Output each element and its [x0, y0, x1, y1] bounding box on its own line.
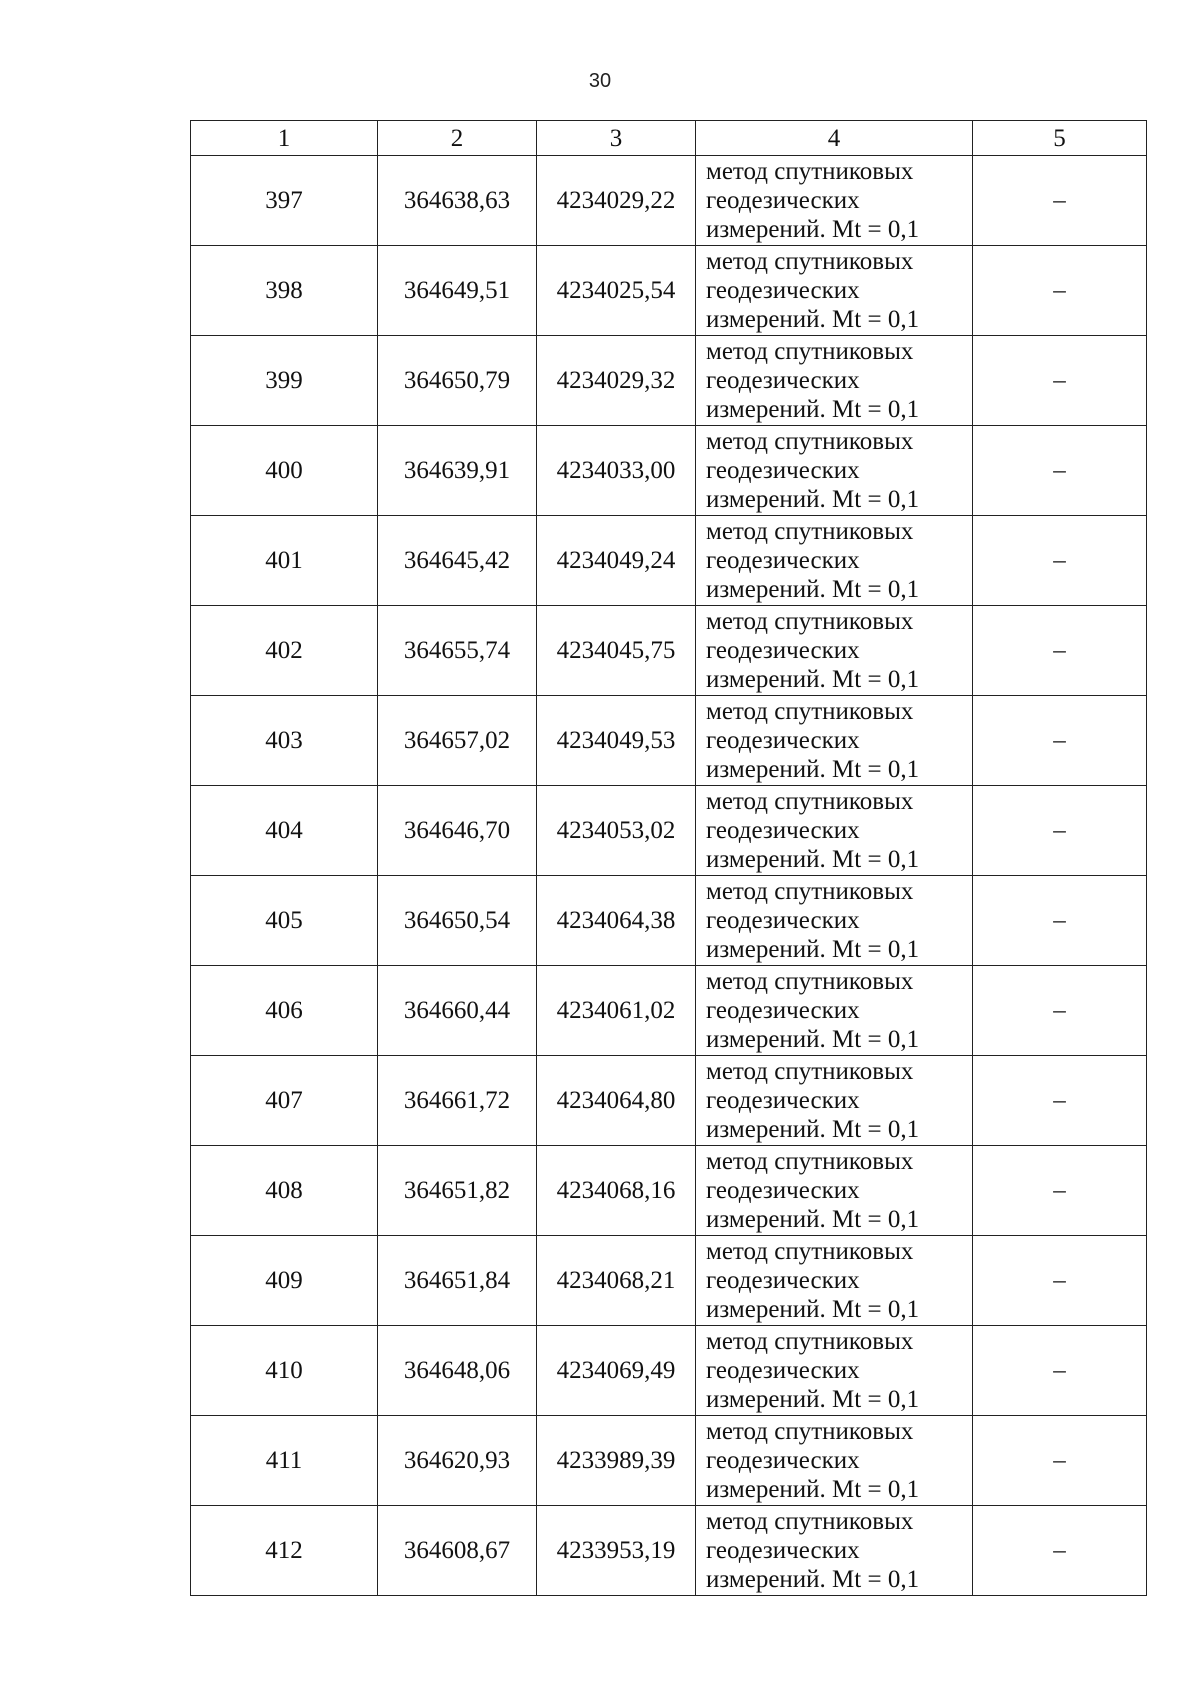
note-cell: – [973, 1326, 1147, 1416]
y-coordinate-cell: 4234025,54 [537, 246, 696, 336]
x-coordinate-cell: 364645,42 [378, 516, 537, 606]
method-text-line: измерений. Mt = 0,1 [706, 1296, 920, 1323]
x-coordinate-cell: 364620,93 [378, 1416, 537, 1506]
method-text-line: геодезических [706, 1537, 860, 1564]
y-coordinate-cell: 4234053,02 [537, 786, 696, 876]
method-text-line: метод спутниковых [706, 1328, 914, 1355]
y-coordinate-cell: 4234049,53 [537, 696, 696, 786]
note-cell: – [973, 1056, 1147, 1146]
point-number-cell: 410 [191, 1326, 378, 1416]
header-col-3: 3 [537, 121, 696, 156]
y-coordinate-cell: 4233953,19 [537, 1506, 696, 1596]
method-text-line: измерений. Mt = 0,1 [706, 666, 920, 693]
y-coordinate-cell: 4234029,22 [537, 156, 696, 246]
method-text-line: метод спутниковых [706, 1058, 914, 1085]
note-cell: – [973, 426, 1147, 516]
y-coordinate-cell: 4234069,49 [537, 1326, 696, 1416]
table-header [191, 121, 1147, 156]
x-coordinate-cell: 364660,44 [378, 966, 537, 1056]
point-number-cell: 404 [191, 786, 378, 876]
method-cell [696, 1236, 973, 1326]
method-text-line: геодезических [706, 1087, 860, 1114]
point-number-cell: 402 [191, 606, 378, 696]
method-cell [696, 1416, 973, 1506]
header-col-2: 2 [378, 121, 537, 156]
point-number-cell: 397 [191, 156, 378, 246]
method-cell [696, 1056, 973, 1146]
method-text-line: метод спутниковых [706, 968, 914, 995]
x-coordinate-cell: 364649,51 [378, 246, 537, 336]
x-coordinate-cell: 364648,06 [378, 1326, 537, 1416]
method-text-line: геодезических [706, 187, 860, 214]
method-text-line: метод спутниковых [706, 248, 914, 275]
method-text-line: метод спутниковых [706, 428, 914, 455]
point-number-cell: 412 [191, 1506, 378, 1596]
method-text-line: геодезических [706, 547, 860, 574]
table-row [191, 156, 1147, 246]
method-text-line: метод спутниковых [706, 788, 914, 815]
method-text-line: геодезических [706, 997, 860, 1024]
point-number-cell: 406 [191, 966, 378, 1056]
method-text-line: измерений. Mt = 0,1 [706, 486, 920, 513]
method-cell [696, 156, 973, 246]
note-cell: – [973, 966, 1147, 1056]
method-text-line: измерений. Mt = 0,1 [706, 1116, 920, 1143]
table-row [191, 1416, 1147, 1506]
point-number-cell: 399 [191, 336, 378, 426]
method-text-line: измерений. Mt = 0,1 [706, 306, 920, 333]
method-text-line: геодезических [706, 1177, 860, 1204]
point-number-cell: 405 [191, 876, 378, 966]
method-text-line: измерений. Mt = 0,1 [706, 756, 920, 783]
table-row [191, 1506, 1147, 1596]
note-cell: – [973, 246, 1147, 336]
method-text-line: геодезических [706, 1267, 860, 1294]
y-coordinate-cell: 4234033,00 [537, 426, 696, 516]
x-coordinate-cell: 364638,63 [378, 156, 537, 246]
note-cell: – [973, 696, 1147, 786]
method-cell [696, 606, 973, 696]
x-coordinate-cell: 364661,72 [378, 1056, 537, 1146]
y-coordinate-cell: 4234064,38 [537, 876, 696, 966]
method-cell [696, 876, 973, 966]
point-number-cell: 411 [191, 1416, 378, 1506]
table-row [191, 606, 1147, 696]
x-coordinate-cell: 364608,67 [378, 1506, 537, 1596]
point-number-cell: 400 [191, 426, 378, 516]
method-cell [696, 966, 973, 1056]
note-cell: – [973, 1506, 1147, 1596]
method-text-line: геодезических [706, 637, 860, 664]
y-coordinate-cell: 4234061,02 [537, 966, 696, 1056]
header-row [191, 121, 1147, 156]
method-text-line: измерений. Mt = 0,1 [706, 216, 920, 243]
header-col-1: 1 [191, 121, 378, 156]
x-coordinate-cell: 364650,54 [378, 876, 537, 966]
y-coordinate-cell: 4234029,32 [537, 336, 696, 426]
note-cell: – [973, 1236, 1147, 1326]
x-coordinate-cell: 364650,79 [378, 336, 537, 426]
method-text-line: геодезических [706, 907, 860, 934]
method-text-line: метод спутниковых [706, 1148, 914, 1175]
header-col-5: 5 [973, 121, 1147, 156]
method-text-line: метод спутниковых [706, 158, 914, 185]
method-cell [696, 1146, 973, 1236]
table-row [191, 1056, 1147, 1146]
method-text-line: геодезических [706, 367, 860, 394]
method-text-line: метод спутниковых [706, 1508, 914, 1535]
y-coordinate-cell: 4234045,75 [537, 606, 696, 696]
coordinates-table [190, 120, 1147, 1596]
table-row [191, 246, 1147, 336]
method-text-line: метод спутниковых [706, 338, 914, 365]
method-text-line: измерений. Mt = 0,1 [706, 1476, 920, 1503]
method-text-line: метод спутниковых [706, 518, 914, 545]
method-text-line: метод спутниковых [706, 1238, 914, 1265]
note-cell: – [973, 786, 1147, 876]
note-cell: – [973, 606, 1147, 696]
table-row [191, 1236, 1147, 1326]
method-text-line: метод спутниковых [706, 608, 914, 635]
point-number-cell: 407 [191, 1056, 378, 1146]
method-text-line: геодезических [706, 277, 860, 304]
method-text-line: метод спутниковых [706, 1418, 914, 1445]
note-cell: – [973, 156, 1147, 246]
method-text-line: геодезических [706, 1447, 860, 1474]
point-number-cell: 409 [191, 1236, 378, 1326]
page-number: 30 [588, 70, 612, 92]
x-coordinate-cell: 364646,70 [378, 786, 537, 876]
method-text-line: метод спутниковых [706, 878, 914, 905]
method-text-line: измерений. Mt = 0,1 [706, 576, 920, 603]
method-cell [696, 696, 973, 786]
y-coordinate-cell: 4234049,24 [537, 516, 696, 606]
point-number-cell: 408 [191, 1146, 378, 1236]
method-text-line: измерений. Mt = 0,1 [706, 846, 920, 873]
method-text-line: измерений. Mt = 0,1 [706, 936, 920, 963]
x-coordinate-cell: 364651,82 [378, 1146, 537, 1236]
method-text-line: геодезических [706, 1357, 860, 1384]
note-cell: – [973, 876, 1147, 966]
table-row [191, 696, 1147, 786]
method-cell [696, 246, 973, 336]
point-number-cell: 403 [191, 696, 378, 786]
table-row [191, 966, 1147, 1056]
table-row [191, 876, 1147, 966]
note-cell: – [973, 1146, 1147, 1236]
method-text-line: метод спутниковых [706, 698, 914, 725]
method-text-line: геодезических [706, 817, 860, 844]
note-cell: – [973, 516, 1147, 606]
method-cell [696, 786, 973, 876]
method-cell [696, 516, 973, 606]
table-row [191, 426, 1147, 516]
method-cell [696, 426, 973, 516]
method-text-line: измерений. Mt = 0,1 [706, 396, 920, 423]
point-number-cell: 398 [191, 246, 378, 336]
x-coordinate-cell: 364657,02 [378, 696, 537, 786]
note-cell: – [973, 1416, 1147, 1506]
y-coordinate-cell: 4234068,21 [537, 1236, 696, 1326]
table-row [191, 786, 1147, 876]
table-row [191, 1146, 1147, 1236]
table-row [191, 1326, 1147, 1416]
method-cell [696, 1326, 973, 1416]
method-text-line: измерений. Mt = 0,1 [706, 1386, 920, 1413]
method-text-line: измерений. Mt = 0,1 [706, 1566, 920, 1593]
method-text-line: измерений. Mt = 0,1 [706, 1206, 920, 1233]
method-text-line: геодезических [706, 727, 860, 754]
method-text-line: геодезических [706, 457, 860, 484]
y-coordinate-cell: 4233989,39 [537, 1416, 696, 1506]
x-coordinate-cell: 364655,74 [378, 606, 537, 696]
x-coordinate-cell: 364639,91 [378, 426, 537, 516]
table-row [191, 516, 1147, 606]
header-col-4: 4 [696, 121, 973, 156]
method-cell [696, 1506, 973, 1596]
y-coordinate-cell: 4234064,80 [537, 1056, 696, 1146]
method-text-line: измерений. Mt = 0,1 [706, 1026, 920, 1053]
method-cell [696, 336, 973, 426]
table-body [191, 156, 1147, 1596]
point-number-cell: 401 [191, 516, 378, 606]
table-row [191, 336, 1147, 426]
x-coordinate-cell: 364651,84 [378, 1236, 537, 1326]
y-coordinate-cell: 4234068,16 [537, 1146, 696, 1236]
note-cell: – [973, 336, 1147, 426]
